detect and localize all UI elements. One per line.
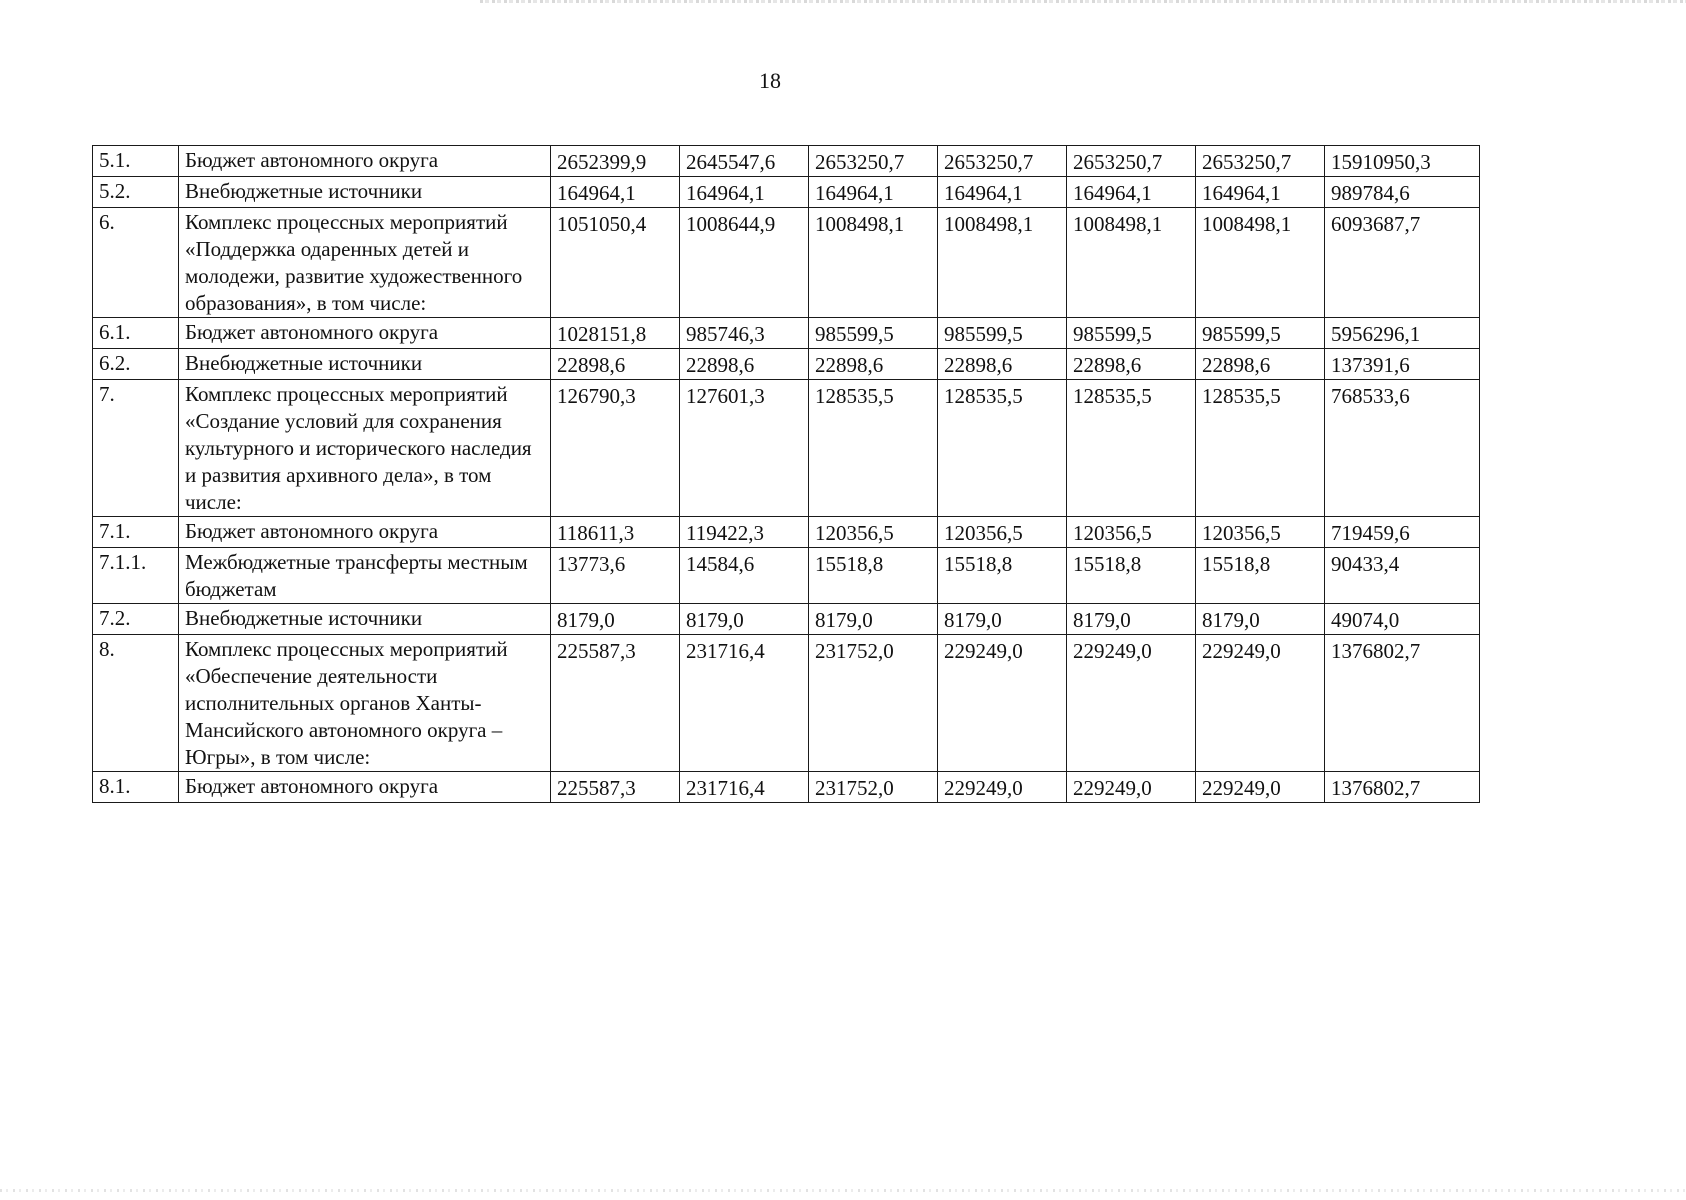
value-cell: 231716,4: [680, 772, 809, 803]
table-row: [93, 208, 1480, 318]
row-code: 6.1.: [93, 318, 179, 349]
table-row: [93, 146, 1480, 177]
value-cell: 13773,6: [551, 548, 680, 604]
total-cell: 49074,0: [1325, 604, 1480, 635]
table-row: [93, 318, 1480, 349]
value-cell: 120356,5: [1067, 517, 1196, 548]
value-cell: 2653250,7: [1196, 146, 1325, 177]
table-row: [93, 548, 1480, 604]
row-name: Внебюджетные источники: [179, 177, 551, 208]
value-cell: 225587,3: [551, 772, 680, 803]
value-cell: 1008498,1: [938, 208, 1067, 318]
value-cell: 128535,5: [1196, 380, 1325, 517]
value-cell: 2653250,7: [938, 146, 1067, 177]
value-cell: 231752,0: [809, 772, 938, 803]
row-code: 8.: [93, 635, 179, 772]
value-cell: 164964,1: [1196, 177, 1325, 208]
value-cell: 229249,0: [938, 772, 1067, 803]
row-name: Межбюджетные трансферты местным бюджетам: [179, 548, 551, 604]
value-cell: 229249,0: [1067, 772, 1196, 803]
value-cell: 15518,8: [1196, 548, 1325, 604]
value-cell: 14584,6: [680, 548, 809, 604]
value-cell: 985599,5: [1196, 318, 1325, 349]
value-cell: 15518,8: [938, 548, 1067, 604]
value-cell: 1008498,1: [1067, 208, 1196, 318]
row-name: Внебюджетные источники: [179, 349, 551, 380]
row-name: Внебюджетные источники: [179, 604, 551, 635]
value-cell: 164964,1: [1067, 177, 1196, 208]
value-cell: 164964,1: [680, 177, 809, 208]
row-name: Комплекс процессных мероприятий «Поддержка одаренных детей и молодежи, развитие художественного образования», в том числе:: [179, 208, 551, 318]
value-cell: 22898,6: [938, 349, 1067, 380]
row-code: 7.1.1.: [93, 548, 179, 604]
row-code: 7.2.: [93, 604, 179, 635]
value-cell: 15518,8: [1067, 548, 1196, 604]
total-cell: 6093687,7: [1325, 208, 1480, 318]
value-cell: 164964,1: [938, 177, 1067, 208]
total-cell: 15910950,3: [1325, 146, 1480, 177]
value-cell: 2653250,7: [1067, 146, 1196, 177]
value-cell: 8179,0: [1067, 604, 1196, 635]
total-cell: 768533,6: [1325, 380, 1480, 517]
row-code: 5.2.: [93, 177, 179, 208]
total-cell: 1376802,7: [1325, 772, 1480, 803]
value-cell: 1008644,9: [680, 208, 809, 318]
row-name: Бюджет автономного округа: [179, 517, 551, 548]
row-code: 6.: [93, 208, 179, 318]
table-row: [93, 604, 1480, 635]
value-cell: 22898,6: [1196, 349, 1325, 380]
row-code: 8.1.: [93, 772, 179, 803]
table-row: [93, 349, 1480, 380]
value-cell: 22898,6: [680, 349, 809, 380]
value-cell: 231716,4: [680, 635, 809, 772]
value-cell: 229249,0: [1067, 635, 1196, 772]
budget-table: [92, 145, 1480, 803]
row-name: Бюджет автономного округа: [179, 772, 551, 803]
value-cell: 1008498,1: [809, 208, 938, 318]
total-cell: 1376802,7: [1325, 635, 1480, 772]
value-cell: 164964,1: [551, 177, 680, 208]
value-cell: 985599,5: [1067, 318, 1196, 349]
row-name: Комплекс процессных мероприятий «Обеспечение деятельности исполнительных органов Ханты-Мансийского автономного округа – Югры», в том числе:: [179, 635, 551, 772]
row-code: 7.: [93, 380, 179, 517]
table-row: [93, 177, 1480, 208]
value-cell: 120356,5: [1196, 517, 1325, 548]
value-cell: 120356,5: [809, 517, 938, 548]
total-cell: 989784,6: [1325, 177, 1480, 208]
value-cell: 229249,0: [1196, 772, 1325, 803]
value-cell: 8179,0: [1196, 604, 1325, 635]
row-code: 6.2.: [93, 349, 179, 380]
value-cell: 231752,0: [809, 635, 938, 772]
value-cell: 128535,5: [809, 380, 938, 517]
table-row: [93, 517, 1480, 548]
value-cell: 229249,0: [1196, 635, 1325, 772]
row-name: Бюджет автономного округа: [179, 318, 551, 349]
value-cell: 2652399,9: [551, 146, 680, 177]
value-cell: 985599,5: [809, 318, 938, 349]
scan-edge-top: [480, 0, 1686, 3]
table-row: [93, 380, 1480, 517]
row-code: 5.1.: [93, 146, 179, 177]
value-cell: 8179,0: [938, 604, 1067, 635]
value-cell: 8179,0: [551, 604, 680, 635]
value-cell: 1028151,8: [551, 318, 680, 349]
total-cell: 719459,6: [1325, 517, 1480, 548]
value-cell: 22898,6: [1067, 349, 1196, 380]
value-cell: 164964,1: [809, 177, 938, 208]
row-name: Комплекс процессных мероприятий «Создание условий для сохранения культурного и исторического наследия и развития архивного дела», в том числе:: [179, 380, 551, 517]
value-cell: 128535,5: [1067, 380, 1196, 517]
row-name: Бюджет автономного округа: [179, 146, 551, 177]
value-cell: 985746,3: [680, 318, 809, 349]
value-cell: 120356,5: [938, 517, 1067, 548]
page-number: 18: [759, 68, 781, 93]
value-cell: 2645547,6: [680, 146, 809, 177]
value-cell: 8179,0: [680, 604, 809, 635]
value-cell: 15518,8: [809, 548, 938, 604]
value-cell: 1008498,1: [1196, 208, 1325, 318]
value-cell: 119422,3: [680, 517, 809, 548]
value-cell: 985599,5: [938, 318, 1067, 349]
total-cell: 90433,4: [1325, 548, 1480, 604]
value-cell: 225587,3: [551, 635, 680, 772]
value-cell: 22898,6: [809, 349, 938, 380]
value-cell: 22898,6: [551, 349, 680, 380]
value-cell: 128535,5: [938, 380, 1067, 517]
value-cell: 229249,0: [938, 635, 1067, 772]
value-cell: 8179,0: [809, 604, 938, 635]
row-code: 7.1.: [93, 517, 179, 548]
value-cell: 2653250,7: [809, 146, 938, 177]
scan-edge-bottom: [0, 1189, 1686, 1192]
value-cell: 126790,3: [551, 380, 680, 517]
table-row: [93, 772, 1480, 803]
value-cell: 127601,3: [680, 380, 809, 517]
total-cell: 5956296,1: [1325, 318, 1480, 349]
value-cell: 1051050,4: [551, 208, 680, 318]
table-row: [93, 635, 1480, 772]
total-cell: 137391,6: [1325, 349, 1480, 380]
value-cell: 118611,3: [551, 517, 680, 548]
